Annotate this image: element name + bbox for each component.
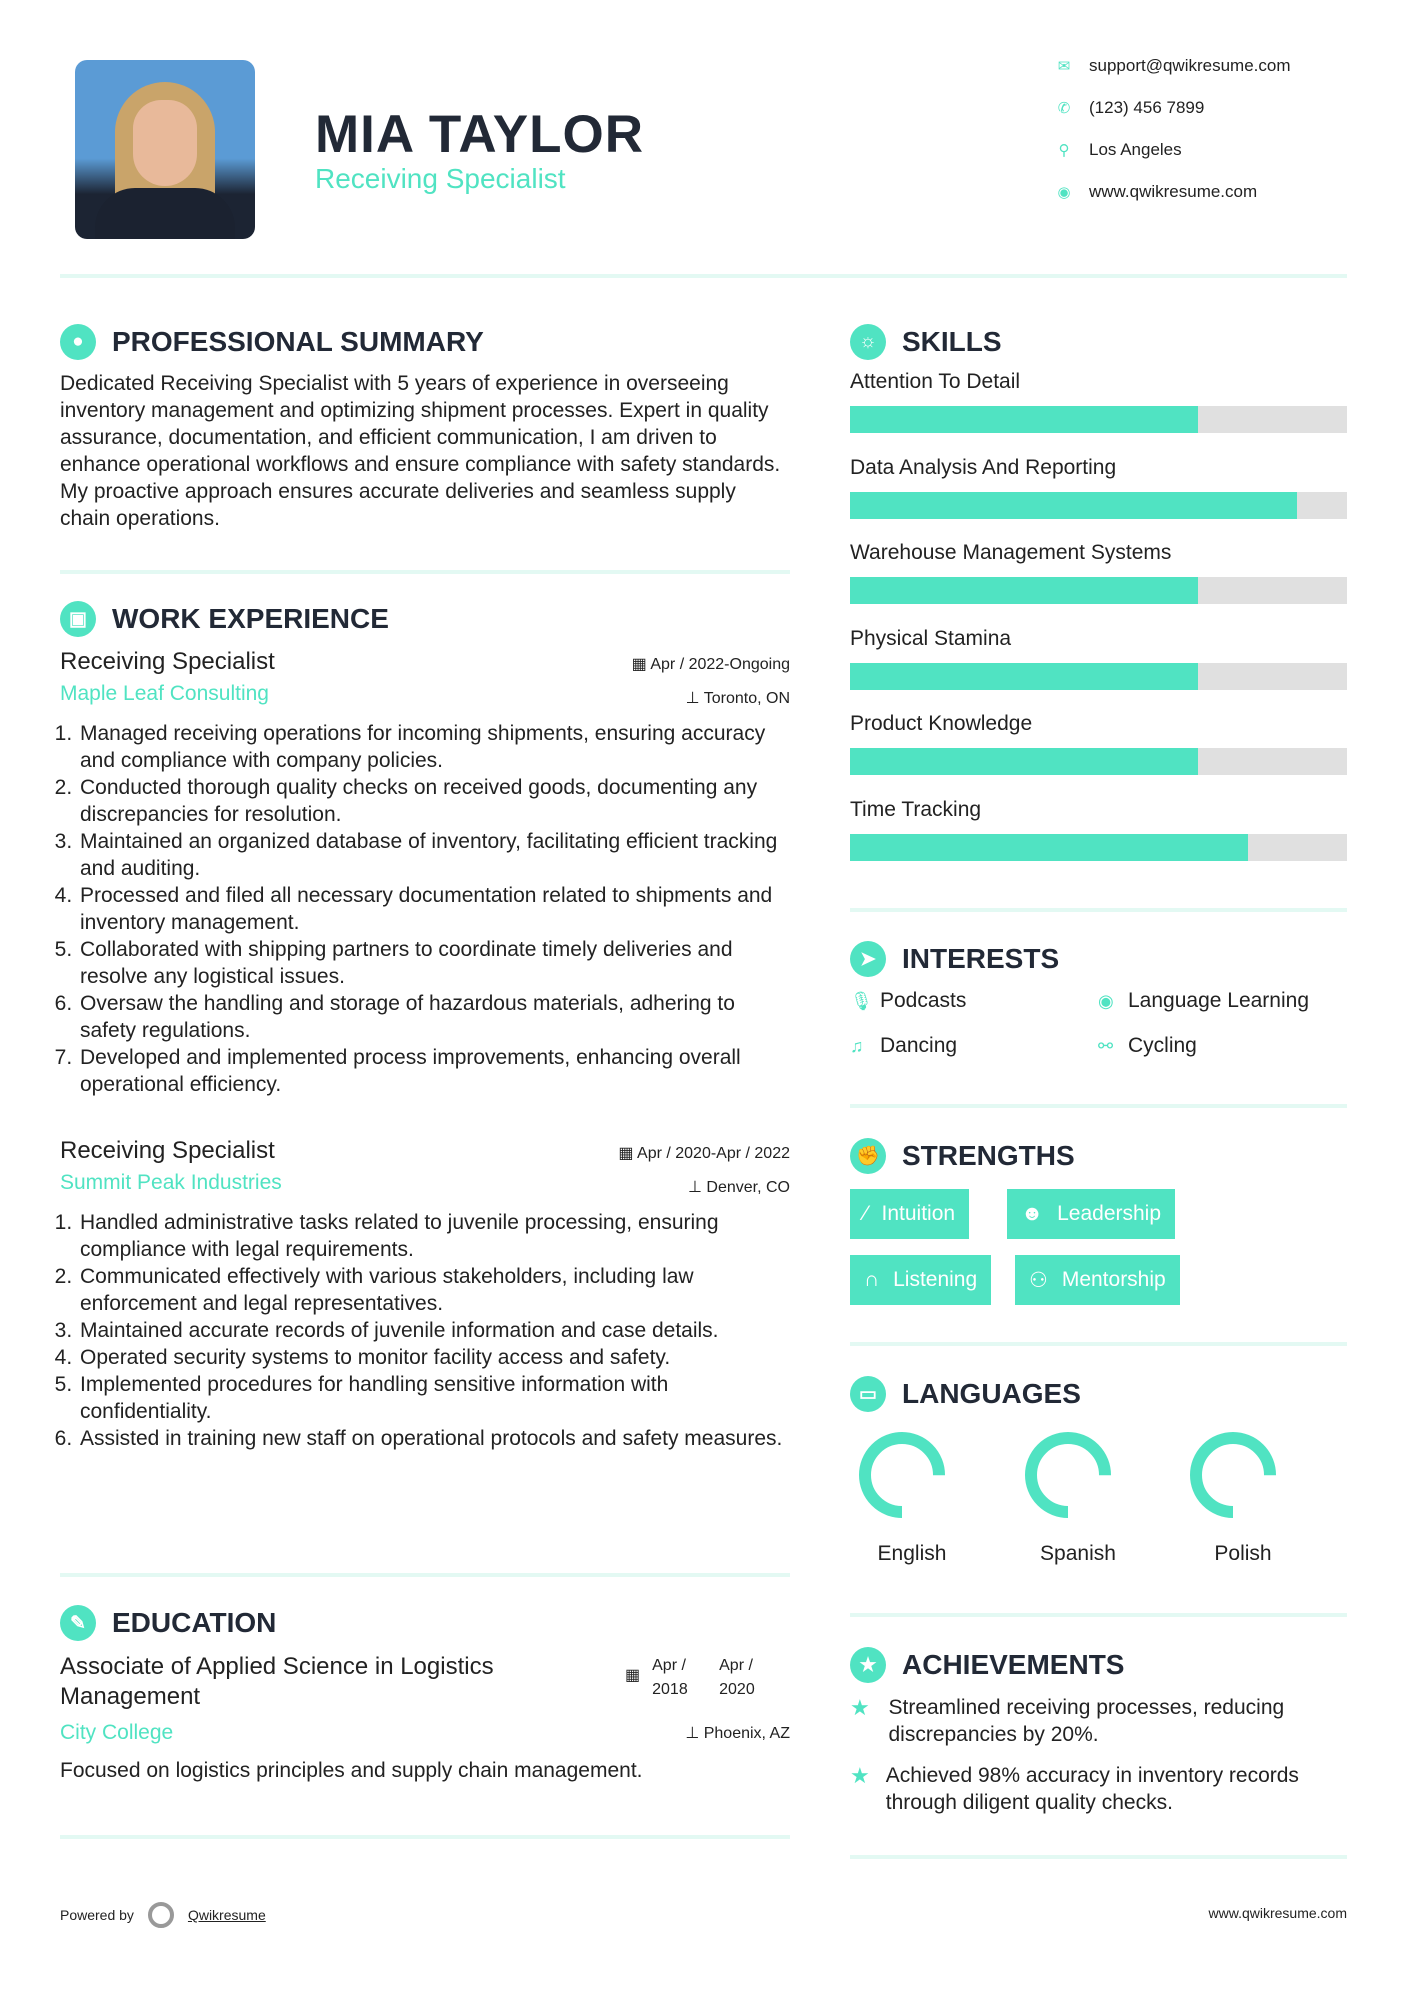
skills-heading: ☼ SKILLS [850, 324, 1002, 360]
headphones-icon: ∩ [864, 1268, 880, 1291]
company-name: Summit Peak Industries [60, 1171, 282, 1194]
map-pin-icon: ⚲ [1058, 142, 1070, 159]
star-icon: ★ [850, 1647, 886, 1683]
skill-item [850, 370, 1347, 456]
interest-item: ♫ Dancing [850, 1034, 958, 1057]
skill-bar [850, 577, 1347, 604]
list-item: 3. Maintained an organized database of inventory, facilitating efficient tracking and auditing. [78, 828, 790, 882]
skill-name: Product Knowledge [850, 712, 1033, 736]
bicycle-icon: ⚯ [1098, 1035, 1114, 1056]
achievements-heading: ★ ACHIEVEMENTS [850, 1647, 1124, 1683]
divider [850, 1104, 1347, 1108]
interest-item: ◉ Language Learning [1098, 989, 1310, 1012]
skill-name: Time Tracking [850, 797, 982, 821]
strength-chip: ☻ Leadership [1007, 1189, 1175, 1239]
achievement-item: ★ Streamlined receiving processes, reducing discrepancies by 20%. [850, 1695, 1285, 1746]
job-date: ▦ Apr / 2022-Ongoing [631, 656, 790, 673]
calendar-icon: ▦ [625, 1667, 641, 1684]
language-arc [1196, 1438, 1270, 1512]
language-level-ring [1018, 1425, 1118, 1525]
divider [850, 1342, 1347, 1346]
star-icon: ★ [850, 1763, 870, 1788]
pin-icon: ⊥ [688, 1179, 707, 1196]
skill-bar [850, 406, 1347, 433]
star-icon: ★ [850, 1695, 870, 1720]
skill-bar-fill [850, 406, 1198, 433]
language-name: Polish [1214, 1542, 1272, 1565]
skill-name: Data Analysis And Reporting [850, 455, 1117, 479]
contact-item[interactable]: ◉ www.qwikresume.com [1055, 182, 1257, 202]
divider [60, 1573, 790, 1577]
language-arc [1031, 1438, 1105, 1512]
calendar-icon: ▦ [631, 656, 651, 673]
list-item: 1. Handled administrative tasks related to juvenile processing, ensuring compliance with legal requirements. [78, 1209, 790, 1263]
skill-item [850, 627, 1347, 713]
skill-bar-fill [850, 577, 1198, 604]
skill-item [850, 541, 1347, 627]
strength-chip: ⁄ Intuition [850, 1189, 969, 1239]
list-item: 7. Developed and implemented process improvements, enhancing overall operational efficiency. [78, 1044, 790, 1098]
skill-item [850, 456, 1347, 542]
phone-icon: ✆ [1057, 100, 1071, 117]
footer-powered: Powered by Qwikresume [60, 1902, 266, 1928]
divider [850, 1613, 1347, 1617]
graduation-icon: ✎ [60, 1605, 96, 1641]
skill-item [850, 798, 1347, 884]
list-item: 5. Collaborated with shipping partners to coordinate timely deliveries and resolve any logistical issues. [78, 936, 790, 990]
paper-plane-icon: ➤ [850, 941, 886, 977]
skill-item [850, 712, 1347, 798]
list-item: 1. Managed receiving operations for incoming shipments, ensuring accuracy and compliance with company policies. [78, 720, 790, 774]
contact-item[interactable]: ✆ (123) 456 7899 [1055, 98, 1204, 118]
contact-item[interactable]: ✉ support@qwikresume.com [1055, 56, 1291, 76]
divider [850, 1855, 1347, 1859]
music-icon: ♫ [850, 1035, 864, 1056]
skill-bar-fill [850, 492, 1297, 519]
job-entry [60, 648, 790, 1098]
footer-url[interactable]: www.qwikresume.com [1208, 1905, 1347, 1921]
language-icon: ▭ [850, 1376, 886, 1412]
pin-icon: ⊥ [685, 1725, 704, 1742]
skill-name: Physical Stamina [850, 626, 1012, 650]
globe-icon: ◉ [1057, 184, 1071, 201]
skill-bar-fill [850, 663, 1198, 690]
job-responsibilities [60, 720, 790, 1098]
skill-bar [850, 748, 1347, 775]
briefcase-icon: ▣ [60, 601, 96, 637]
education-description: Focused on logistics principles and supply chain management. [60, 1759, 643, 1782]
skill-bar [850, 834, 1347, 861]
envelope-icon: ✉ [1057, 58, 1071, 75]
interests-heading: ➤ INTERESTS [850, 941, 1059, 977]
divider [60, 274, 1347, 278]
skill-name: Warehouse Management Systems [850, 541, 1172, 565]
interest-item: 🎙 Podcasts [850, 989, 967, 1012]
contact-item[interactable]: ⚲ Los Angeles [1055, 140, 1182, 160]
languages-heading: ▭ LANGUAGES [850, 1376, 1081, 1412]
job-responsibilities [60, 1209, 790, 1452]
divider [60, 1835, 790, 1839]
education-location: ⊥ Phoenix, AZ [685, 1725, 790, 1742]
language-level-ring [1183, 1425, 1283, 1525]
job-date: ▦ Apr / 2020-Apr / 2022 [618, 1145, 790, 1162]
list-item: 4. Operated security systems to monitor facility access and safety. [78, 1344, 790, 1371]
skill-bar [850, 492, 1347, 519]
list-item: 3. Maintained accurate records of juvenile information and case details. [78, 1317, 790, 1344]
job-title: Receiving Specialist [60, 648, 275, 675]
school: City College [60, 1721, 174, 1744]
fist-icon: ✊ [850, 1138, 886, 1174]
strengths-heading: ✊ STRENGTHS [850, 1138, 1075, 1174]
strength-chip: ⚇ Mentorship [1015, 1255, 1180, 1305]
list-item: 5. Implemented procedures for handling sensitive information with confidentiality. [78, 1371, 790, 1425]
skill-bar-fill [850, 834, 1248, 861]
company-name: Maple Leaf Consulting [60, 682, 269, 705]
skill-bar [850, 663, 1347, 690]
candidate-role: Receiving Specialist [315, 163, 566, 194]
divider [850, 908, 1347, 912]
list-item: 2. Conducted thorough quality checks on received goods, documenting any discrepancies for resolution. [78, 774, 790, 828]
job-entry [60, 1137, 790, 1452]
pin-icon: ⊥ [685, 690, 704, 707]
qwikresume-link[interactable]: Qwikresume [187, 1907, 266, 1923]
list-item: 4. Processed and filed all necessary documentation related to shipments and inventory management. [78, 882, 790, 936]
summary-text: Dedicated Receiving Specialist with 5 years of experience in overseeing inventory management and optimizing shipment processes. Expert in quality assurance, documentation, and efficient communication, I am driven to enhance operational workflows and ensure compliance with safety standards. My proactive approach ensures accurate deliveries and seamless supply chain operations. [60, 372, 781, 530]
lightbulb-icon: ☼ [850, 324, 886, 360]
job-location: ⊥ Denver, CO [688, 1179, 790, 1196]
microphone-icon: 🎙 [850, 990, 873, 1011]
divider [60, 570, 790, 574]
user-icon: ● [60, 324, 96, 360]
language-name: Spanish [1040, 1542, 1116, 1565]
candidate-name: MIA TAYLOR [315, 105, 644, 164]
list-item: 6. Assisted in training new staff on operational protocols and safety measures. [78, 1425, 790, 1452]
profile-photo [75, 60, 255, 239]
degree: Associate of Applied Science in Logistics Management [60, 1653, 494, 1710]
list-item: 6. Oversaw the handling and storage of hazardous materials, adhering to safety regulations. [78, 990, 790, 1044]
magic-wand-icon: ⁄ [864, 1202, 868, 1225]
qwikresume-logo-icon [148, 1902, 174, 1928]
skill-name: Attention To Detail [850, 370, 1021, 393]
language-name: English [877, 1542, 947, 1565]
skill-bar-fill [850, 748, 1198, 775]
education-heading: ✎ EDUCATION [60, 1605, 276, 1641]
summary-heading: ● PROFESSIONAL SUMMARY [60, 324, 484, 360]
education-dates: ▦ Apr / 2018 Apr / 2020 [625, 1654, 774, 1702]
list-item: 2. Communicated effectively with various stakeholders, including law enforcement and legal representatives. [78, 1263, 790, 1317]
calendar-icon: ▦ [618, 1145, 638, 1162]
user-plus-icon: ⚇ [1029, 1268, 1048, 1292]
language-level-ring [852, 1425, 952, 1525]
interest-item: ⚯ Cycling [1098, 1034, 1197, 1057]
job-title: Receiving Specialist [60, 1137, 275, 1164]
strength-chip: ∩ Listening [850, 1255, 991, 1305]
job-location: ⊥ Toronto, ON [685, 690, 790, 707]
language-arc [865, 1438, 939, 1512]
users-icon: ☻ [1021, 1202, 1044, 1225]
globe-icon: ◉ [1098, 990, 1114, 1011]
achievement-item: ★ Achieved 98% accuracy in inventory records through diligent quality checks. [850, 1763, 1299, 1814]
work-heading: ▣ WORK EXPERIENCE [60, 601, 389, 637]
